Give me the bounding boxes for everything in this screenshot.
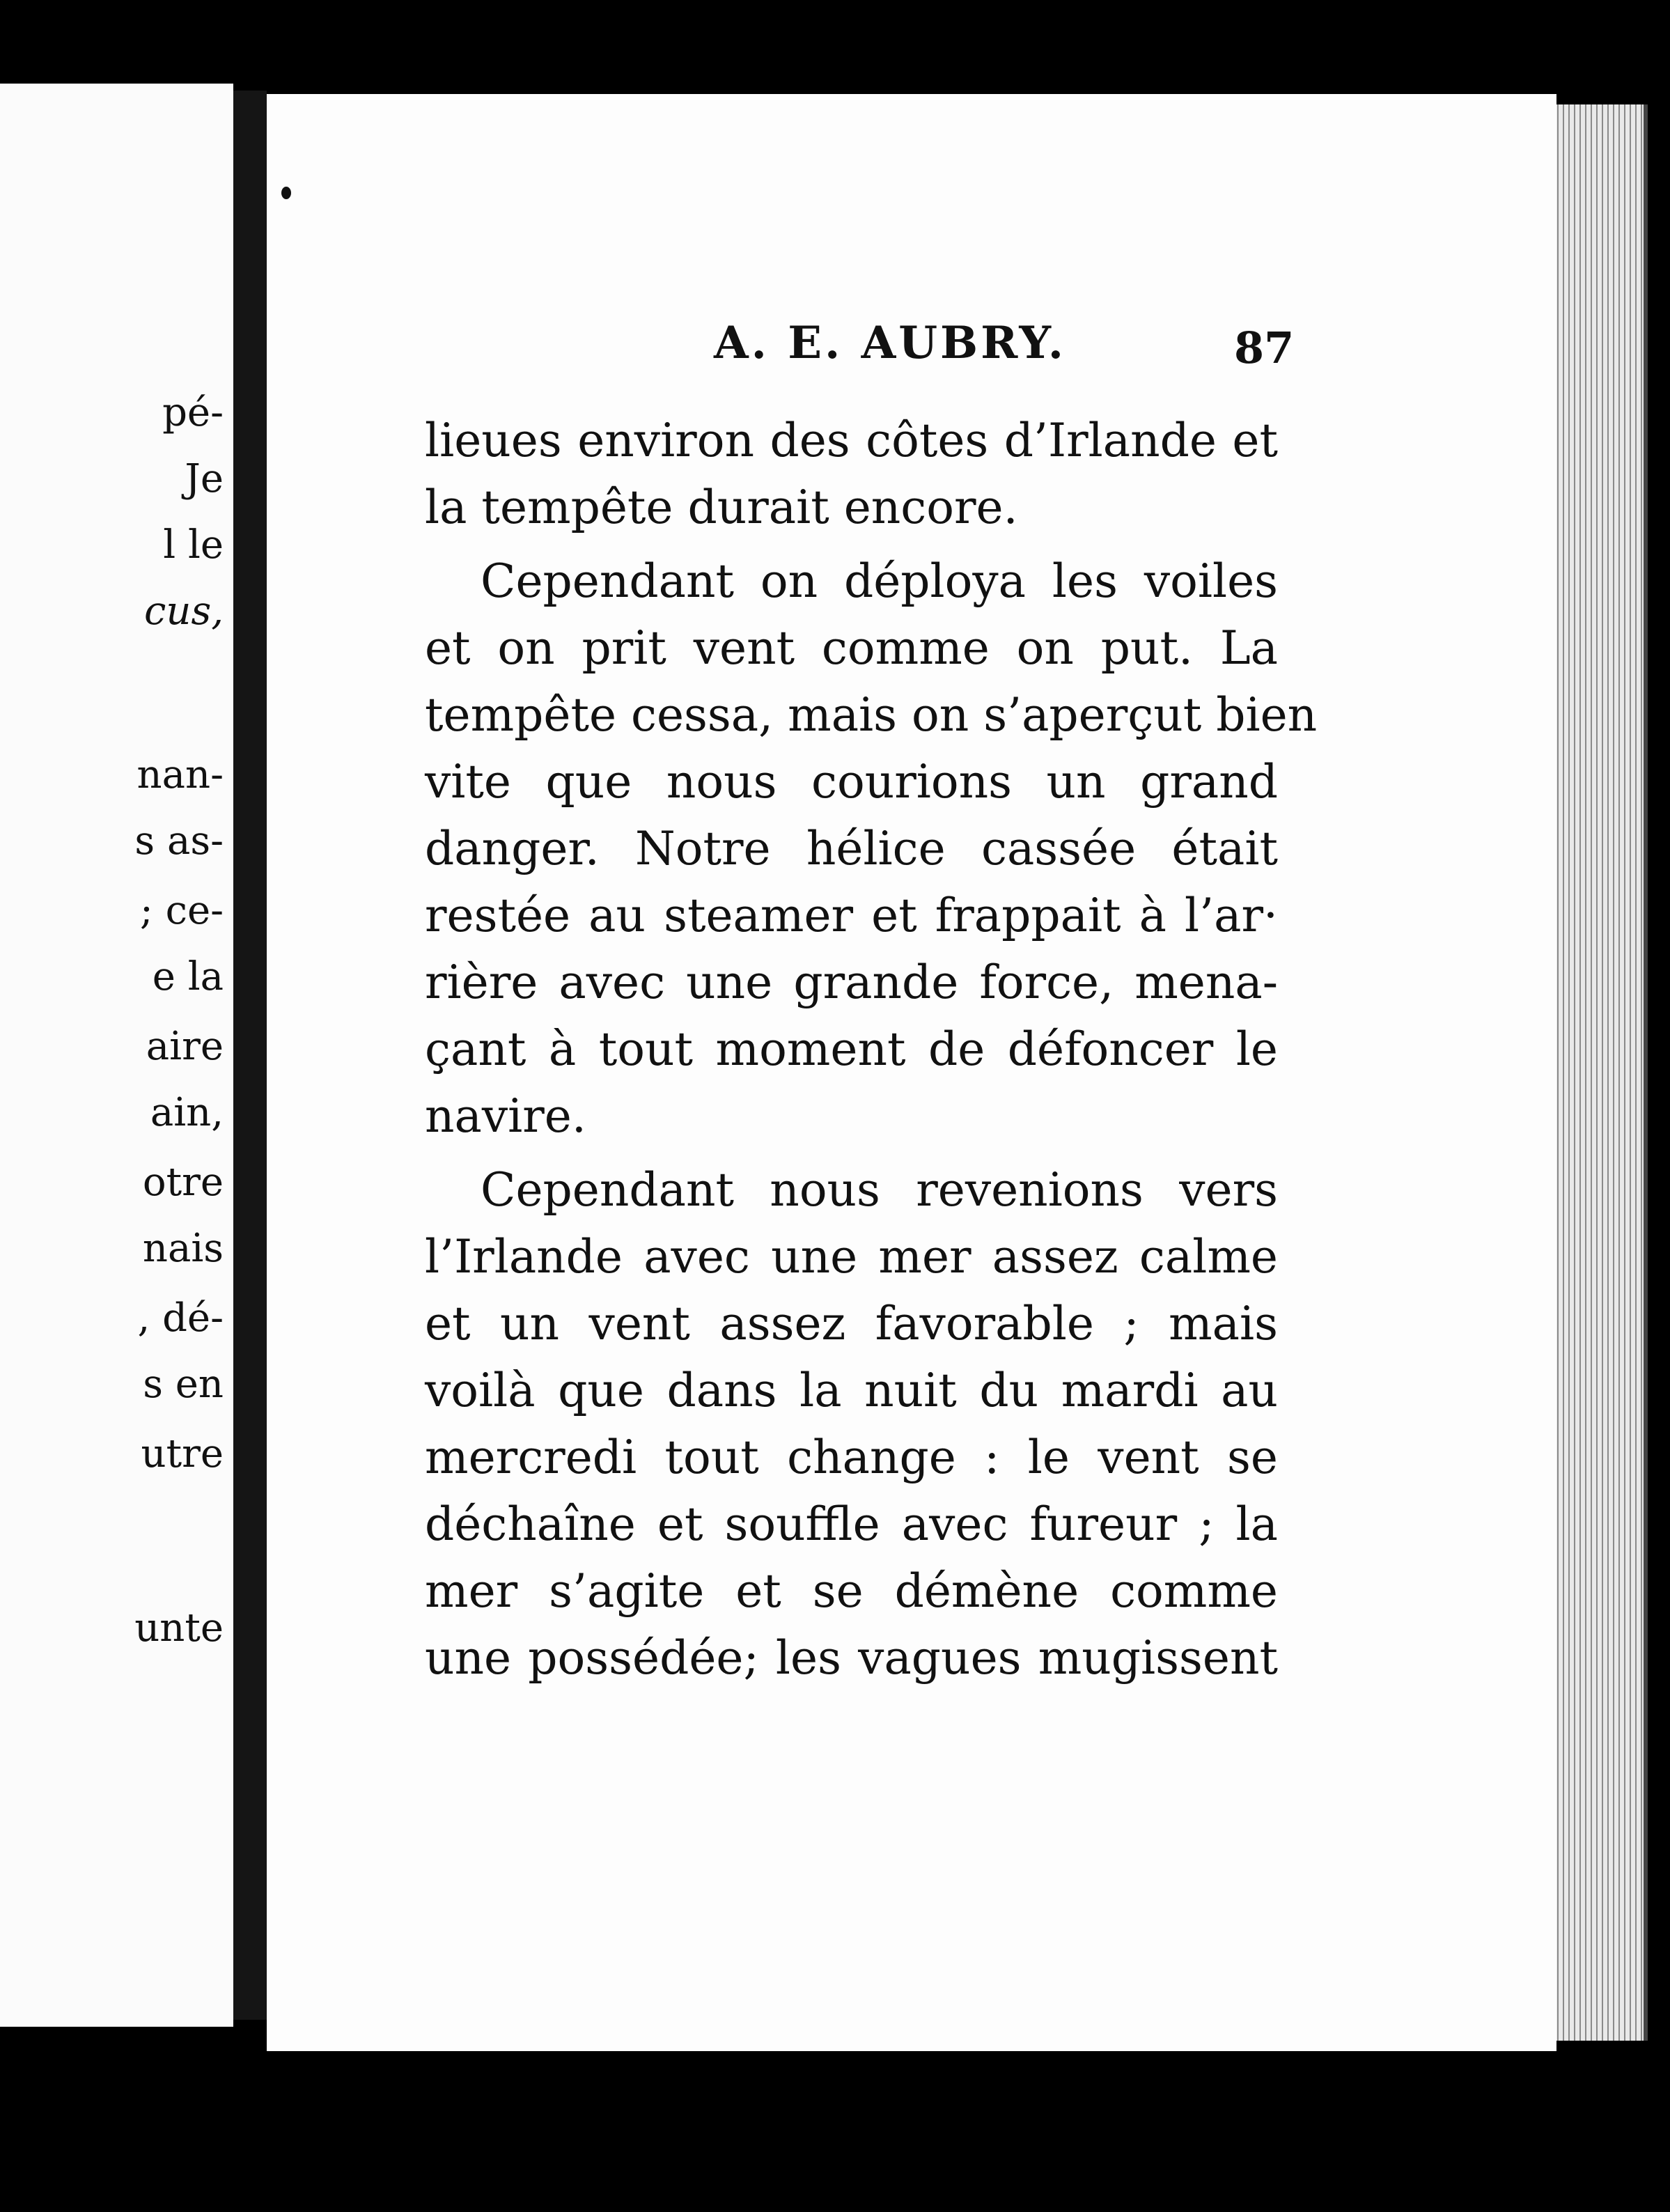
text-line: déchaîne et souffle avec fureur ; la [425,1497,1278,1551]
left-page-line: s en [143,1362,224,1407]
left-page-line: aire [146,1024,224,1069]
text-line: une possédée; les vagues mugissent [425,1631,1278,1685]
ink-dot [281,187,291,199]
text-line: mer s’agite et se démène comme [425,1564,1278,1618]
text-line: voilà que dans la nuit du mardi au [425,1364,1278,1417]
left-page-line: utre [141,1431,224,1477]
text-line: mercredi tout change : le vent se [425,1431,1278,1484]
text-line: l’Irlande avec une mer assez calme [425,1230,1278,1284]
paragraph-gap [425,541,1278,548]
left-page-line: pé- [162,390,224,435]
text-line: vite que nous courions un grand [425,755,1278,809]
left-facing-page [0,84,233,2027]
text-line: restée au steamer et frappait à l’ar· [425,889,1278,942]
text-line: çant à tout moment de défoncer le [425,1022,1278,1076]
page-number: 87 [1234,322,1295,373]
left-page-line: nan- [136,752,224,797]
running-title: A. E. AUBRY. [714,317,1067,369]
text-line: et on prit vent comme on put. La [425,621,1278,675]
left-page-line: ain, [150,1090,224,1135]
left-page-line: ; ce- [139,888,224,933]
text-line: Cependant nous revenions vers [481,1163,1278,1217]
left-page-line: l le [163,522,224,568]
left-page-line: cus, [144,589,224,634]
left-page-line: , dé- [137,1295,224,1341]
body-text [425,407,1318,1692]
left-page-line: nais [142,1226,224,1271]
paragraph-gap [425,1150,1278,1157]
text-line: et un vent assez favorable ; mais [425,1297,1278,1350]
text-line: rière avec une grande force, mena- [425,956,1278,1009]
left-page-line: Je [185,456,224,501]
left-page-line: e la [152,954,224,999]
left-page-line: s as- [134,818,224,864]
text-line: navire. [425,1089,586,1143]
text-line: la tempête durait encore. [425,481,1018,534]
text-line: Cependant on déploya les voiles [481,554,1278,608]
left-page-line: otre [142,1160,224,1205]
page-edges [1553,104,1648,2041]
text-line: lieues environ des côtes d’Irlande et [425,414,1278,467]
left-page-line: unte [134,1605,224,1651]
text-line: danger. Notre hélice cassée était [425,822,1278,875]
book-gutter [233,91,267,2020]
text-line: tempête cessa, mais on s’aperçut bien [425,688,1318,742]
